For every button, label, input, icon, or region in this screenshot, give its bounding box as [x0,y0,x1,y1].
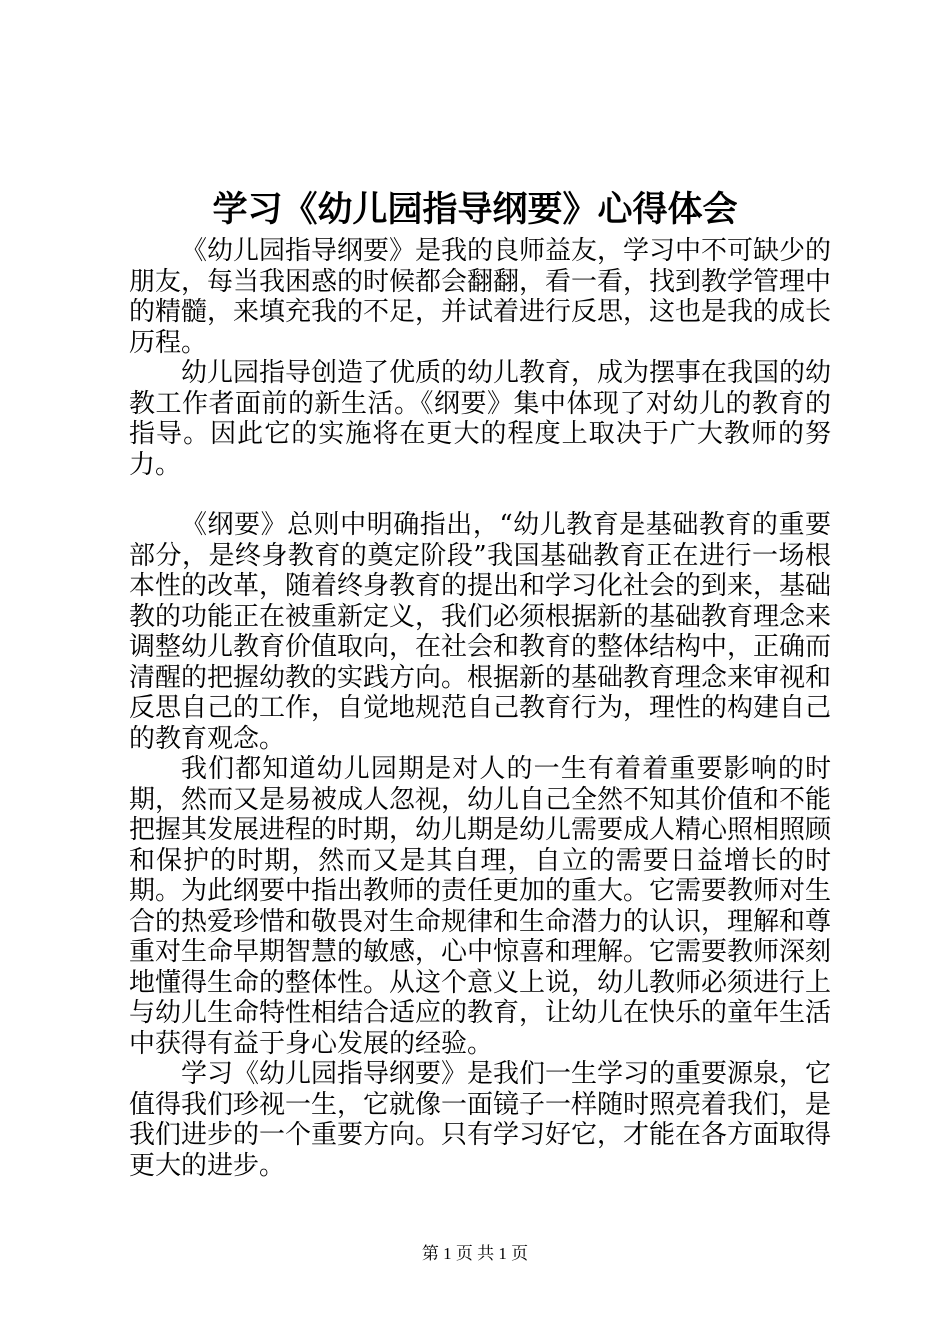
paragraph-1: 《幼儿园指导纲要》是我的良师益友，学习中不可缺少的朋友，每当我困惑的时候都会翻翻，看一看，找到教学管理中的精髓，来填充我的不足，并试着进行反思，这也是我的成长历程。 [129,236,832,358]
paragraph-5: 学习《幼儿园指导纲要》是我们一生学习的重要源泉，它值得我们珍视一生，它就像一面镜子一样随时照亮着我们，是我们进步的一个重要方向。只有学习好它，才能在各方面取得更大的进步。 [129,1059,832,1181]
paragraph-4: 我们都知道幼儿园期是对人的一生有着着重要影响的时期，然而又是易被成人忽视，幼儿自己全然不知其价值和不能把握其发展进程的时期，幼儿期是幼儿需要成人精心照相照顾和保护的时期，然而又是其自理，自立的需要日益增长的时期。为此纲要中指出教师的责任更加的重大。它需要教师对生合的热爱珍惜和敬畏对生命规律和生命潜力的认识，理解和尊重对生命早期智慧的敏感，心中惊喜和理解。它需要教师深刻地懂得生命的整体性。从这个意义上说，幼儿教师必须进行上与幼儿生命特性相结合适应的教育，让幼儿在快乐的童年生活中获得有益于身心发展的经验。 [129,754,832,1059]
page-footer: 第 1 页 共 1 页 [421,1244,529,1263]
paragraph-3: 《纲要》总则中明确指出，“幼儿教育是基础教育的重要部分，是终身教育的奠定阶段”我国基础教育正在进行一场根本性的改革，随着终身教育的提出和学习化社会的到来，基础教的功能正在被重新定义，我们必须根据新的基础教育理念来调整幼儿教育价值取向，在社会和教育的整体结构中，正确而清醒的把握幼教的实践方向。根据新的基础教育理念来审视和反思自己的工作，自觉地规范自己教育行为，理性的构建自己的教育观念。 [129,510,832,754]
document-title: 学习《幼儿园指导纲要》心得体会 [212,190,738,230]
paragraph-2: 幼儿园指导创造了优质的幼儿教育，成为摆事在我国的幼教工作者面前的新生活。《纲要》集中体现了对幼儿的教育的指导。因此它的实施将在更大的程度上取决于广大教师的努力。 [129,358,832,480]
paragraph-spacer [129,480,831,510]
document-body [129,236,831,1181]
